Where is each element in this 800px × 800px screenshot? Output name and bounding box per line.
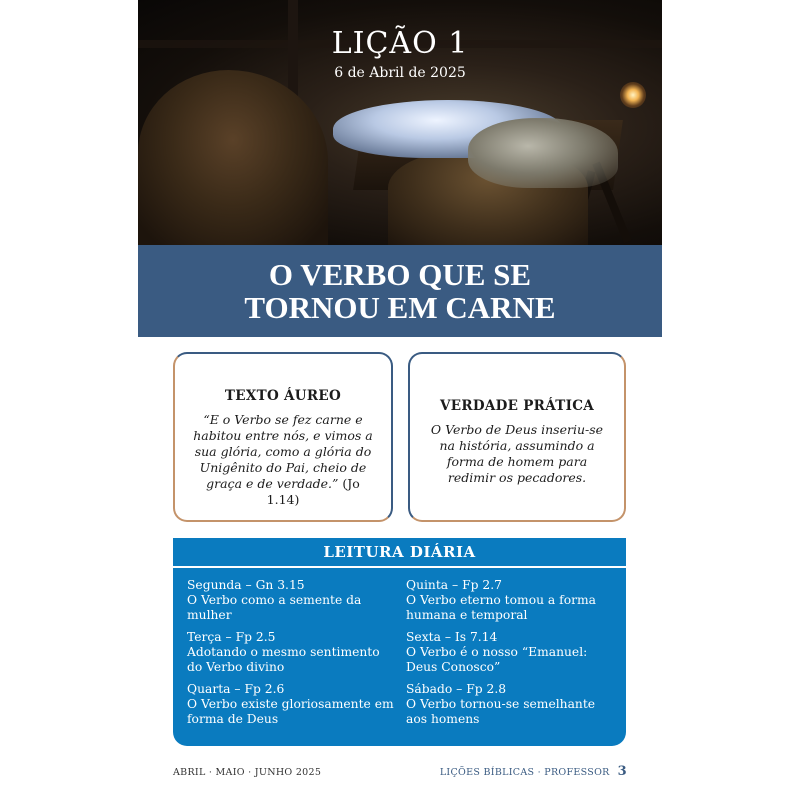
footer-period: ABRIL · MAIO · JUNHO 2025 bbox=[173, 767, 322, 778]
hero-image bbox=[138, 0, 662, 245]
reading-day bbox=[406, 578, 616, 623]
texto-aureo-box bbox=[173, 352, 393, 522]
reading-reference: Segunda – Gn 3.15 bbox=[187, 578, 305, 592]
verdade-pratica-text: O Verbo de Deus inseriu-se na história, assumindo a forma de homem para redimir os pecadores. bbox=[430, 422, 604, 485]
reading-reference: Sábado – Fp 2.8 bbox=[406, 682, 507, 696]
reading-description: O Verbo eterno tomou a forma humana e temporal bbox=[406, 593, 596, 622]
reading-day bbox=[406, 630, 616, 675]
texto-aureo-text bbox=[185, 412, 381, 508]
verdade-pratica-heading: VERDADE PRÁTICA bbox=[439, 398, 595, 414]
verdade-pratica-box bbox=[408, 352, 626, 522]
reading-description: O Verbo como a semente da mulher bbox=[187, 593, 362, 622]
footer-title: LIÇÕES BÍBLICAS · PROFESSOR bbox=[439, 767, 610, 778]
leitura-diaria-panel bbox=[173, 538, 626, 746]
reading-description: O Verbo tornou-se semelhante aos homens bbox=[406, 697, 596, 726]
cloth-drape bbox=[468, 118, 618, 188]
reading-description: O Verbo existe gloriosamente em forma de Deus bbox=[187, 697, 394, 726]
lesson-date: 6 de Abril de 2025 bbox=[334, 65, 466, 81]
reading-reference: Sexta – Is 7.14 bbox=[406, 630, 498, 644]
reading-day bbox=[187, 578, 397, 623]
lesson-number: LIÇÃO 1 bbox=[331, 26, 469, 61]
reading-day bbox=[187, 682, 397, 727]
reading-day bbox=[406, 682, 616, 727]
reading-column-right bbox=[406, 578, 616, 734]
page-number: 3 bbox=[617, 764, 627, 779]
footer-publication bbox=[440, 764, 627, 779]
lesson-title: O VERBO QUE SE TORNOU EM CARNE bbox=[244, 257, 556, 325]
reading-description: O Verbo é o nosso “Emanuel: Deus Conosco” bbox=[406, 645, 588, 674]
lesson-page bbox=[138, 0, 662, 800]
texto-aureo-reference: (Jo 1.14) bbox=[266, 476, 360, 507]
texto-aureo-heading: TEXTO ÁUREO bbox=[224, 388, 342, 404]
reading-description: Adotando o mesmo sentimento do Verbo divino bbox=[187, 645, 380, 674]
texto-aureo-quote: “E o Verbo se fez carne e habitou entre nós, e vimos a sua glória, como a glória do Unigênito do Pai, cheio de graça e de verdade.” bbox=[193, 412, 373, 491]
hero-heading bbox=[138, 26, 662, 82]
reading-day bbox=[187, 630, 397, 675]
reading-column-left bbox=[187, 578, 397, 734]
reading-reference: Quarta – Fp 2.6 bbox=[187, 682, 285, 696]
reading-reference: Quinta – Fp 2.7 bbox=[406, 578, 502, 592]
title-band bbox=[138, 245, 662, 337]
lamp-light bbox=[620, 82, 646, 108]
reading-reference: Terça – Fp 2.5 bbox=[187, 630, 276, 644]
leitura-diaria-heading: LEITURA DIÁRIA bbox=[173, 538, 626, 568]
hay-bale bbox=[138, 70, 328, 245]
